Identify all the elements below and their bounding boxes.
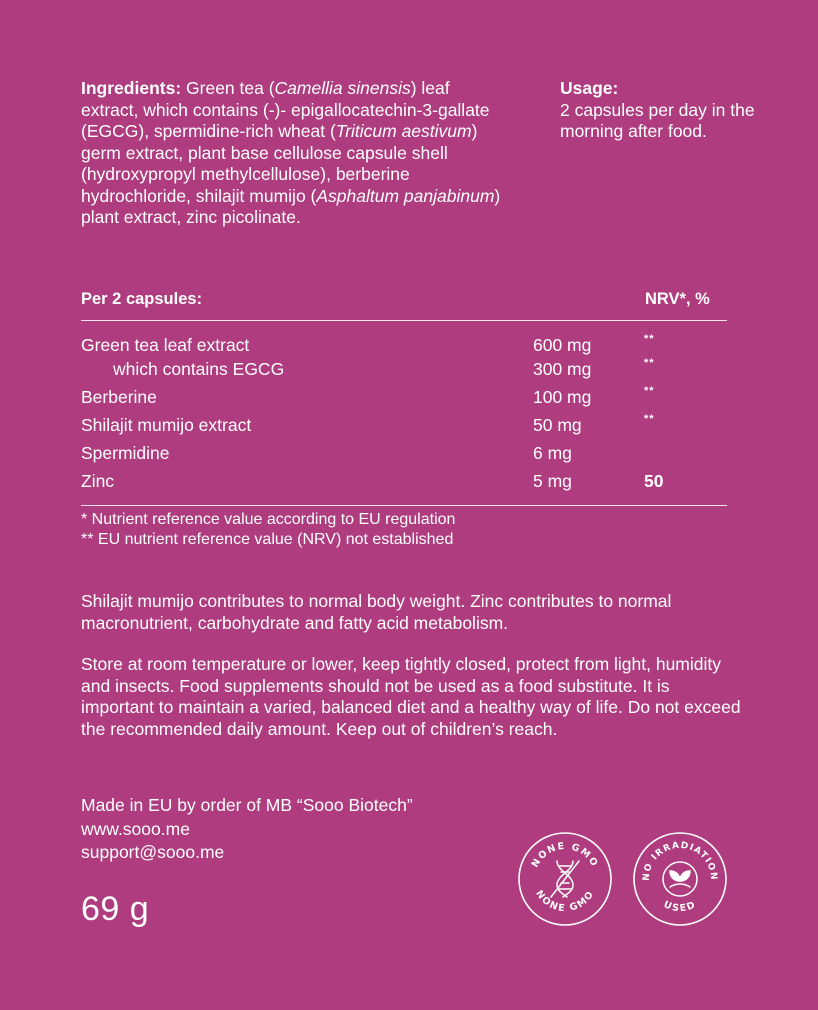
row-amount: 6 mg	[533, 443, 572, 463]
svg-text:NONE GMO	[533, 888, 596, 914]
dna-icon	[551, 861, 579, 897]
ingredients-text: Green tea (	[181, 78, 275, 98]
gmo-bottom-text: NONE GMO	[533, 888, 597, 915]
table-row	[81, 383, 727, 411]
usage-text: 2 capsules per day in the morning after food.	[560, 99, 755, 141]
row-nrv: **	[644, 333, 655, 345]
footnote-nrv: * Nutrient reference value according to EU regulation	[81, 511, 456, 528]
ingredients-block	[81, 78, 511, 229]
footnotes	[81, 510, 721, 550]
svg-text:USED	[662, 899, 698, 914]
plant-icon	[663, 862, 697, 896]
row-amount: 5 mg	[533, 471, 572, 491]
usage-block	[560, 78, 760, 143]
latin-name: Triticum aestivum	[335, 121, 472, 141]
table-row	[81, 467, 727, 495]
table-header	[81, 288, 727, 320]
irradiation-top-text: NO IRRADIATION	[641, 840, 719, 882]
health-claims: Shilajit mumijo contributes to normal body weight. Zinc contributes to normal macronutrient, carbohydrate and fatty acid metabolism.	[81, 591, 672, 633]
row-amount: 300 mg	[533, 359, 592, 379]
row-name: which contains EGCG	[113, 359, 285, 379]
table-row	[81, 411, 727, 439]
ingredients-text: ) germ extract, plant base cellulose capsule shell (hydroxypropyl methylcellulose), berberine hydrochloride, shilajit mumijo (	[81, 121, 478, 206]
row-nrv: **	[644, 357, 655, 369]
ingredients-label: Ingredients:	[81, 78, 182, 98]
ingredients-text: ) leaf extract, which contains (-)- epigallocatechin-3-gallate (EGCG), spermidine-rich wheat (	[81, 78, 490, 141]
footnote-not-established: ** EU nutrient reference value (NRV) not established	[81, 531, 454, 548]
row-name: Shilajit mumijo extract	[81, 415, 252, 435]
none-gmo-badge	[517, 831, 613, 927]
row-amount: 50 mg	[533, 415, 582, 435]
usage-label: Usage:	[560, 78, 619, 98]
gmo-top-text: NONE GMO	[529, 840, 601, 870]
row-nrv: **	[644, 385, 655, 397]
table-row	[81, 331, 727, 355]
table-divider	[81, 505, 727, 506]
nutrition-table	[81, 288, 727, 506]
header-per-capsules: Per 2 capsules:	[81, 290, 203, 308]
manufacturer-line: Made in EU by order of MB “Sooo Biotech”	[81, 795, 413, 815]
irradiation-bottom-text: USED	[661, 899, 699, 915]
net-weight: 69 g	[81, 890, 150, 928]
latin-name: Camellia sinensis	[274, 78, 411, 98]
row-amount: 600 mg	[533, 335, 592, 355]
row-amount: 100 mg	[533, 387, 592, 407]
table-row	[81, 355, 727, 383]
header-nrv: NRV*, %	[645, 290, 710, 308]
row-name: Spermidine	[81, 443, 170, 463]
row-name: Green tea leaf extract	[81, 335, 250, 355]
row-nrv: **	[644, 413, 655, 425]
support-email-link[interactable]: support@sooo.me	[81, 842, 225, 862]
table-row	[81, 439, 727, 467]
row-name: Berberine	[81, 387, 157, 407]
no-irradiation-badge	[632, 831, 728, 927]
row-nrv: 50	[644, 471, 664, 491]
website-link[interactable]: www.sooo.me	[81, 818, 190, 839]
svg-text:NO IRRADIATION	[642, 841, 718, 881]
latin-name: Asphaltum panjabinum	[316, 185, 495, 206]
ingredients-text: ) plant extract, zinc picolinate.	[81, 185, 501, 227]
svg-text:NONE GMO	[530, 841, 600, 870]
row-name: Zinc	[81, 471, 115, 491]
storage-warnings: Store at room temperature or lower, keep tightly closed, protect from light, humidity and insects. Food supplements should not be used as a food substitute. It is important to maintain a varied, balanced diet and a healthy way of life. Do not exceed the recommended daily amount. Keep out of children’s reach.	[81, 654, 741, 739]
